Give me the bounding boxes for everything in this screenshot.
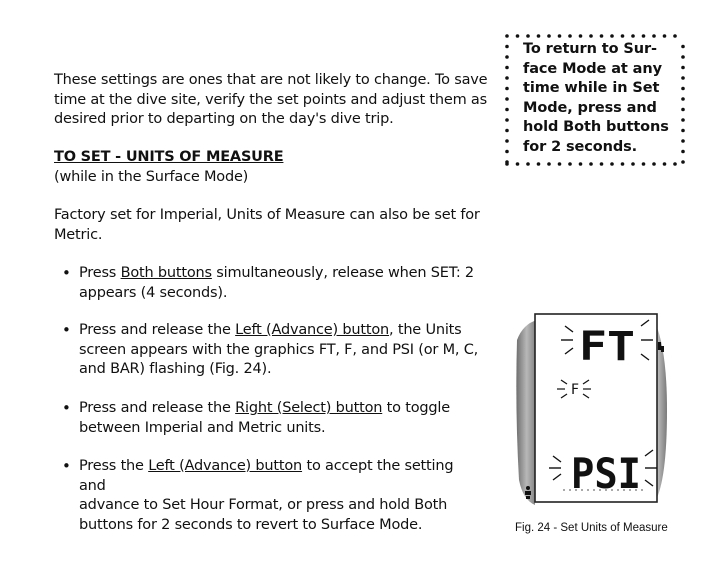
note-border-dot <box>642 162 646 166</box>
note-border-dot <box>505 97 509 101</box>
note-border-dot <box>505 150 509 154</box>
section-subheading: (while in the Surface Mode) <box>54 169 249 185</box>
bullet-item <box>62 264 482 303</box>
bullet-button-ref: Both buttons <box>120 265 212 281</box>
note-border-dot <box>505 108 509 112</box>
note-border-dot <box>681 160 685 164</box>
bullet-text: advance to Set Hour Format, or press and hold Both <box>79 497 448 513</box>
return-note-box <box>503 32 687 168</box>
note-border-dot <box>663 34 667 38</box>
intro-line: time at the dive site, verify the set points and adjust them as <box>54 91 487 108</box>
note-border-dot <box>505 129 509 133</box>
note-border-dot <box>505 76 509 80</box>
note-border-dot <box>589 34 593 38</box>
bullet-text: Press and release the <box>79 322 236 338</box>
note-border-dot <box>642 34 646 38</box>
intro-line: These settings are ones that are not likely to change. To save <box>54 72 488 88</box>
note-border-dot <box>631 34 635 38</box>
note-border-dot <box>600 162 604 166</box>
note-border-dot <box>568 34 572 38</box>
note-border-dot <box>610 34 614 38</box>
bullet-text: between Imperial and Metric units. <box>79 419 326 436</box>
note-border-dot <box>505 55 509 59</box>
bullet-button-ref: Right (Select) button <box>235 400 383 416</box>
bullet-item <box>62 321 482 380</box>
note-line: face Mode at any <box>523 60 662 77</box>
bullet-dot: • <box>62 457 71 475</box>
note-border-dot <box>505 118 509 122</box>
bullet-text: to toggle <box>382 400 450 416</box>
note-border-dot <box>579 162 583 166</box>
note-border-dot <box>526 162 530 166</box>
note-border-dot <box>537 162 541 166</box>
intro-paragraph <box>54 71 494 130</box>
note-border-dot <box>652 162 656 166</box>
bullet-text: to accept the setting and <box>79 458 454 494</box>
bullet-dot: • <box>62 264 71 282</box>
bullet-item <box>62 457 482 535</box>
note-border-dot <box>547 162 551 166</box>
lcd-psi-label: PSI <box>571 449 641 498</box>
bullet-text: buttons for 2 seconds to revert to Surface Mode. <box>79 516 423 533</box>
bullet-text: and BAR) flashing (Fig. 24). <box>79 361 272 377</box>
note-border-dot <box>621 34 625 38</box>
bullet-text: screen appears with the graphics FT, F, and PSI (or M, C, <box>79 341 479 358</box>
factory-line: Factory set for Imperial, Units of Measure can also be set for <box>54 207 480 223</box>
note-line: time while in Set <box>523 80 660 96</box>
note-line: hold Both buttons <box>523 119 669 135</box>
note-border-dot <box>505 34 509 38</box>
bullet-button-ref: Left (Advance) button <box>235 322 390 338</box>
note-border-dot <box>558 34 562 38</box>
note-border-dot <box>505 139 509 143</box>
note-border-dot <box>505 160 509 164</box>
note-line: Mode, press and <box>523 99 657 116</box>
figure-caption: Fig. 24 - Set Units of Measure <box>515 522 668 534</box>
note-border-dot <box>505 45 509 49</box>
bullet-dot: • <box>62 399 71 417</box>
lcd-illustration <box>515 310 675 510</box>
note-border-dot <box>526 34 530 38</box>
housing-left <box>516 320 537 505</box>
factory-line: Metric. <box>54 226 103 243</box>
lcd-ft-label: FT <box>579 324 635 370</box>
note-border-dot <box>505 87 509 91</box>
bullet-item <box>62 399 482 438</box>
section-heading: TO SET - UNITS OF MEASURE <box>54 149 284 165</box>
note-border-dot <box>505 66 509 70</box>
note-border-dot <box>600 34 604 38</box>
bullet-button-ref: Left (Advance) button <box>148 458 303 474</box>
bullet-text: Press and release the <box>79 400 236 416</box>
bullet-text: appears (4 seconds). <box>79 284 228 301</box>
note-border-dot <box>547 34 551 38</box>
note-border-dot <box>516 162 520 166</box>
note-border-dot <box>516 34 520 38</box>
bullet-dot: • <box>62 321 71 339</box>
note-border-dot <box>631 162 635 166</box>
return-note-text <box>523 40 683 157</box>
note-border-dot <box>610 162 614 166</box>
note-border-dot <box>568 162 572 166</box>
note-border-dot <box>673 162 677 166</box>
note-line: To return to Sur- <box>523 41 657 57</box>
note-border-dot <box>558 162 562 166</box>
bullet-text: , the Units <box>389 322 462 338</box>
note-border-dot <box>537 34 541 38</box>
intro-line: desired prior to departing on the day's dive trip. <box>54 111 394 127</box>
note-border-dot <box>673 34 677 38</box>
bullet-text: Press the <box>79 458 149 474</box>
note-border-dot <box>621 162 625 166</box>
lcd-f-label: F <box>571 382 580 398</box>
bullet-text: Press <box>79 265 121 281</box>
note-border-dot <box>579 34 583 38</box>
note-line: for 2 seconds. <box>523 138 638 155</box>
factory-paragraph <box>54 206 494 245</box>
bullet-text: simultaneously, release when SET: 2 <box>211 265 474 281</box>
dive-computer-figure <box>515 310 675 510</box>
note-border-dot <box>652 34 656 38</box>
note-border-dot <box>663 162 667 166</box>
note-border-dot <box>589 162 593 166</box>
